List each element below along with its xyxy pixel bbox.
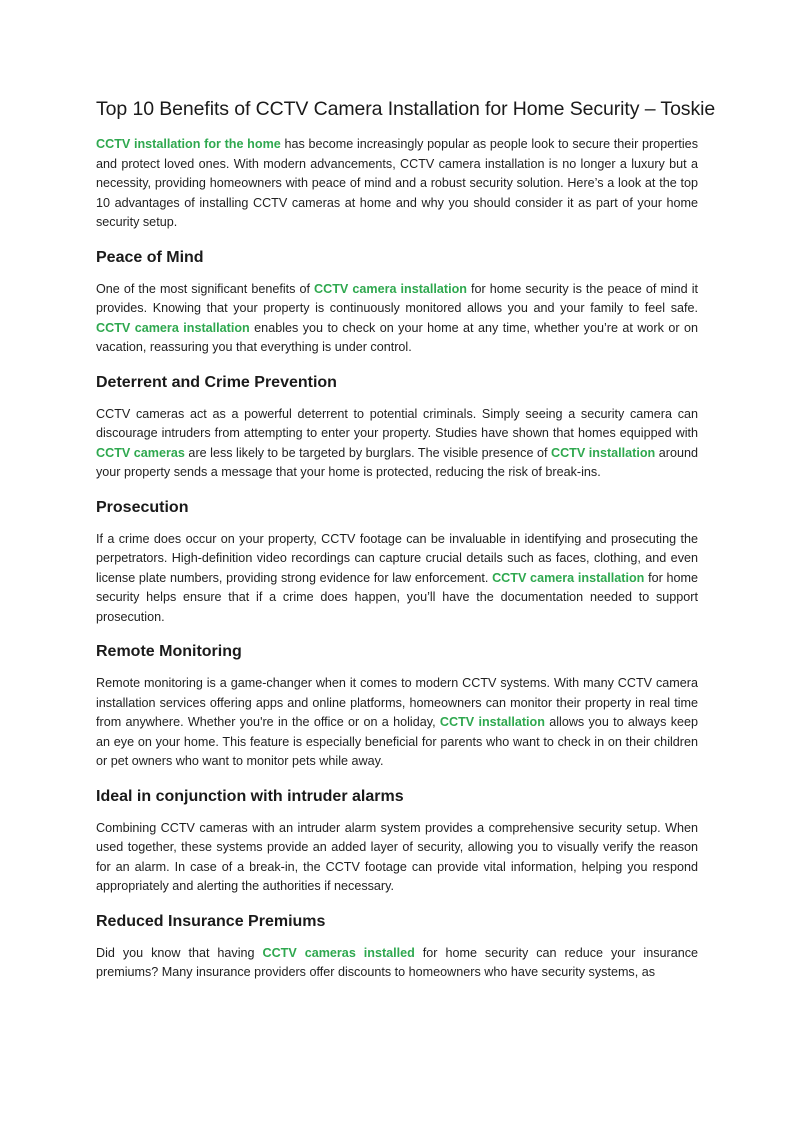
text: Did you know that having xyxy=(96,945,263,960)
text: for home security helps ensure that if a crime does happen, you’ll have the documentation needed to support prosecution. xyxy=(96,570,699,624)
link-cctv-installation[interactable]: CCTV installation xyxy=(439,715,545,729)
link-cctv-cameras-installed[interactable]: CCTV cameras installed xyxy=(262,945,415,960)
heading-deterrent: Deterrent and Crime Prevention xyxy=(96,373,337,391)
paragraph-insurance xyxy=(96,944,698,983)
link-cctv-camera-installation[interactable]: CCTV camera installation xyxy=(492,570,645,585)
intro-text: has become increasingly popular as people look to secure their properties and protect loved ones. With modern advancements, CCTV camera installation is no longer a luxury but a necessity, providing homeowners with peace of mind and a robust security solution. Here’s a look at the top 10 advantages of installing CCTV cameras at home and why you should consider it as part of your home security setup. xyxy=(96,137,698,229)
page-title: Top 10 Benefits of CCTV Camera Installation for Home Security – Toskie xyxy=(96,98,716,120)
text: for home security can reduce your insurance premiums? Many insurance providers offer discounts to homeowners who have security systems, as xyxy=(96,945,698,979)
text: around your property sends a message that your home is protected, reducing the risk of break-ins. xyxy=(96,445,698,479)
link-cctv-installation[interactable]: CCTV installation xyxy=(550,445,656,460)
heading-insurance: Reduced Insurance Premiums xyxy=(96,912,326,930)
paragraph-intruder-alarms: Combining CCTV cameras with an intruder alarm system provides a comprehensive security setup. When used together, these systems provide an added layer of security, allowing you to visually verify the reason for an alarm. In case of a break-in, the CCTV footage can provide vital information, helping you respond appropriately and alerting the authorities if necessary. xyxy=(96,820,698,893)
text: One of the most significant benefits of xyxy=(96,281,315,296)
text: CCTV cameras act as a powerful deterrent to potential criminals. Simply seeing a security camera can discourage intruders from attempting to enter your property. Studies have shown that homes equipped with xyxy=(96,406,698,440)
text: allows you to always keep an eye on your home. This feature is especially beneficial for parents who want to check in on their children or pet owners who want to monitor pets while away. xyxy=(96,715,699,768)
text: are less likely to be targeted by burglars. The visible presence of xyxy=(184,445,551,460)
link-cctv-cameras[interactable]: CCTV cameras xyxy=(96,445,185,460)
heading-remote-monitoring: Remote Monitoring xyxy=(96,643,242,660)
heading-prosecution: Prosecution xyxy=(96,498,189,516)
link-cctv-camera-installation[interactable]: CCTV camera installation xyxy=(314,281,467,296)
paragraph-peace-of-mind xyxy=(96,280,698,358)
paragraph-remote-monitoring xyxy=(96,674,698,772)
link-cctv-installation-home[interactable]: CCTV installation for the home xyxy=(96,137,281,151)
intro-paragraph xyxy=(96,135,698,233)
paragraph-prosecution xyxy=(96,530,698,628)
heading-peace-of-mind: Peace of Mind xyxy=(96,248,204,266)
text: for home security is the peace of mind it provides. Knowing that your property is continuously monitored allows you and your family to feel safe. xyxy=(96,281,698,315)
heading-intruder-alarms: Ideal in conjunction with intruder alarms xyxy=(96,787,404,805)
text: Remote monitoring is a game-changer when it comes to modern CCTV systems. With many CCTV camera installation services offering apps and online platforms, homeowners can monitor their property in real time from anywhere. Whether you're in the office or on a holiday, xyxy=(96,676,698,729)
text: If a crime does occur on your property, CCTV footage can be invaluable in identifying and prosecuting the perpetrators. High-definition video recordings can capture crucial details such as faces, clothing, and even license plate numbers, providing strong evidence for law enforcement. xyxy=(96,531,698,585)
paragraph-deterrent xyxy=(96,405,698,483)
document-page xyxy=(96,96,716,983)
text: enables you to check on your home at any time, whether you’re at work or on vacation, reassuring you that everything is under control. xyxy=(96,320,698,354)
link-cctv-camera-installation[interactable]: CCTV camera installation xyxy=(96,320,250,335)
